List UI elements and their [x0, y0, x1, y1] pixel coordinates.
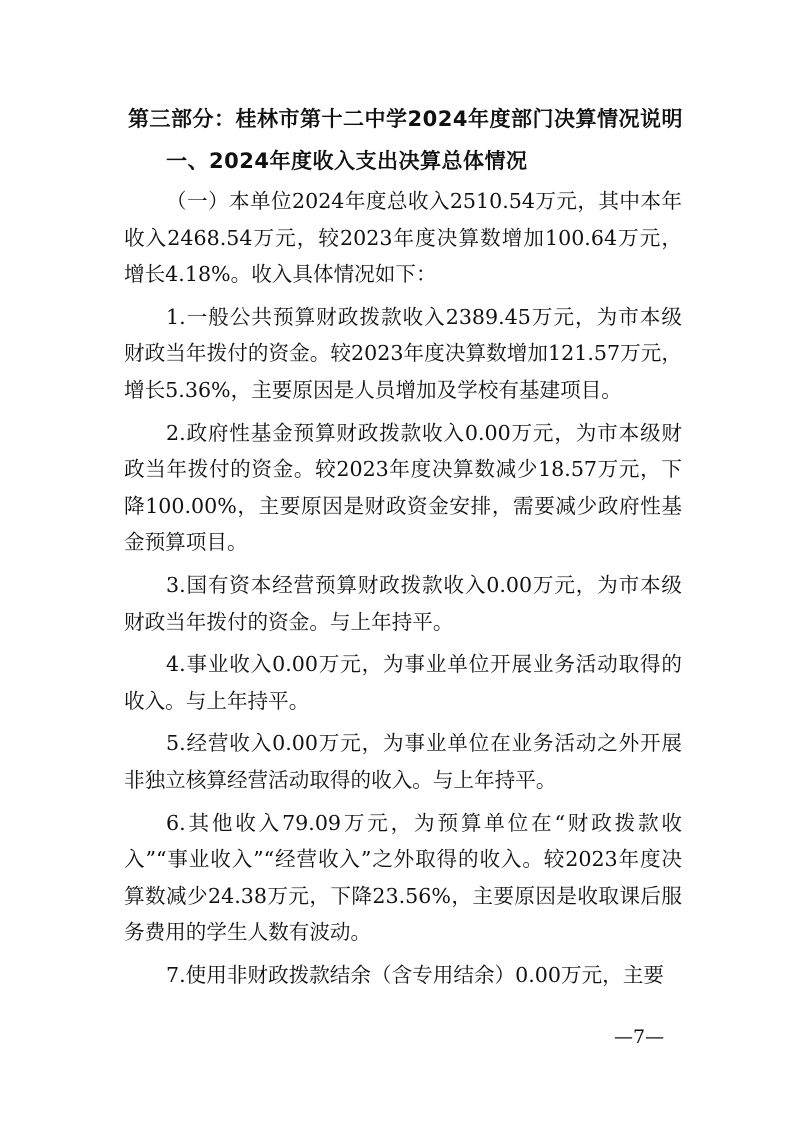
page-number: —7— [614, 1026, 665, 1048]
paragraph-state-capital: 3.国有资本经营预算财政拨款收入0.00万元，为市本级财政当年拨付的资金。与上年持平。 [124, 572, 682, 634]
paragraph-operating-income: 5.经营收入0.00万元，为事业单位在业务活动之外开展非独立核算经营活动取得的收入。与上年持平。 [124, 731, 682, 792]
paragraph-government-fund: 2.政府性基金预算财政拨款收入0.00万元，为市本级财政当年拨付的资金。较2023年度决算数减少18.57万元，下降100.00%，主要原因是财政资金安排，需要减少政府性基金预算项目。 [124, 420, 682, 555]
paragraph-general-budget: 1.一般公共预算财政拨款收入2389.45万元，为市本级财政当年拨付的资金。较2023年度决算数增加121.57万元，增长5.36%，主要原因是人员增加及学校有基建项目。 [124, 304, 682, 402]
paragraph-total-income: （一）本单位2024年度总收入2510.54万元，其中本年收入2468.54万元，较2023年度决算数增加100.64万元，增长4.18%。收入具体情况如下： [124, 189, 682, 287]
paragraph-other-income: 6.其他收入79.09万元，为预算单位在“财政拨款收入”“事业收入”“经营收入”之外取得的收入。较2023年度决算数减少24.38万元，下降23.56%，主要原因是收取课后服务费用的学生人数有波动。 [124, 810, 682, 945]
document-body [124, 183, 682, 993]
section-heading: 一、2024年度收入支出决算总体情况 [166, 149, 528, 173]
paragraph-business-income: 4.事业收入0.00万元，为事业单位开展业务活动取得的收入。与上年持平。 [124, 652, 682, 713]
paragraph-non-fiscal-balance: 7.使用非财政拨款结余（含专用结余）0.00万元，主要 [166, 962, 664, 987]
document-title: 第三部分：桂林市第十二中学2024年度部门决算情况说明 [128, 107, 683, 131]
